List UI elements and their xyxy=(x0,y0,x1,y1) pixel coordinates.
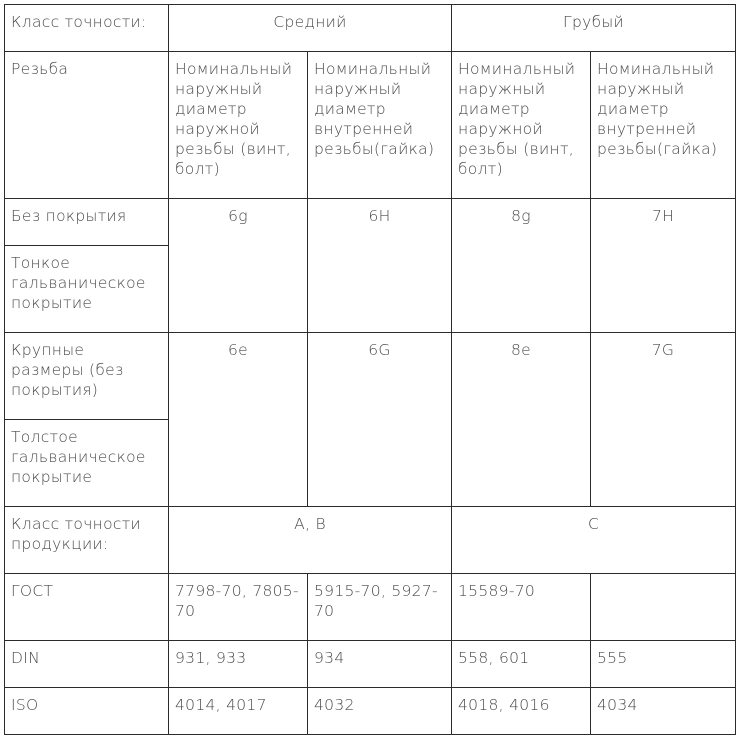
tolerance-8e: 8e xyxy=(452,333,591,507)
thin-coating-label: Тонкое гальваническое покрытие xyxy=(5,246,169,333)
gost-coarse-nut xyxy=(591,574,736,641)
product-class-label: Класс точности продукции: xyxy=(5,507,169,574)
din-coarse-nut: 555 xyxy=(591,641,736,688)
thick-coating-label: Толстое гальваническое покрытие xyxy=(5,420,169,507)
tolerance-6e: 6e xyxy=(169,333,308,507)
iso-medium-bolt: 4014, 4017 xyxy=(169,688,308,735)
gost-medium-nut: 5915-70, 5927-70 xyxy=(308,574,452,641)
din-label: DIN xyxy=(5,641,169,688)
tolerance-6g: 6g xyxy=(169,199,308,333)
iso-coarse-nut: 4034 xyxy=(591,688,736,735)
product-class-medium: A, B xyxy=(169,507,452,574)
medium-inner-nut-header: Номинальный наружный диаметр внутренней резьбы(гайка) xyxy=(308,52,452,199)
medium-outer-bolt-header: Номинальный наружный диаметр наружной резьбы (винт, болт) xyxy=(169,52,308,199)
din-medium-nut: 934 xyxy=(308,641,452,688)
coarse-inner-nut-header: Номинальный наружный диаметр внутренней резьбы(гайка) xyxy=(591,52,736,199)
no-coating-label: Без покрытия xyxy=(5,199,169,246)
tolerance-8g: 8g xyxy=(452,199,591,333)
gost-coarse-bolt: 15589-70 xyxy=(452,574,591,641)
tolerance-7G: 7G xyxy=(591,333,736,507)
tolerance-6H: 6H xyxy=(308,199,452,333)
din-coarse-bolt: 558, 601 xyxy=(452,641,591,688)
gost-medium-bolt: 7798-70, 7805-70 xyxy=(169,574,308,641)
iso-label: ISO xyxy=(5,688,169,735)
large-sizes-label: Крупные размеры (без покрытия) xyxy=(5,333,169,420)
coarse-class-header: Грубый xyxy=(452,5,736,52)
iso-coarse-bolt: 4018, 4016 xyxy=(452,688,591,735)
iso-medium-nut: 4032 xyxy=(308,688,452,735)
din-medium-bolt: 931, 933 xyxy=(169,641,308,688)
medium-class-header: Средний xyxy=(169,5,452,52)
tolerance-6G: 6G xyxy=(308,333,452,507)
thread-tolerance-table xyxy=(4,4,736,735)
tolerance-7H: 7H xyxy=(591,199,736,333)
accuracy-class-header: Класс точности: xyxy=(5,5,169,52)
thread-label: Резьба xyxy=(5,52,169,199)
gost-label: ГОСТ xyxy=(5,574,169,641)
coarse-outer-bolt-header: Номинальный наружный диаметр наружной резьбы (винт, болт) xyxy=(452,52,591,199)
product-class-coarse: C xyxy=(452,507,736,574)
